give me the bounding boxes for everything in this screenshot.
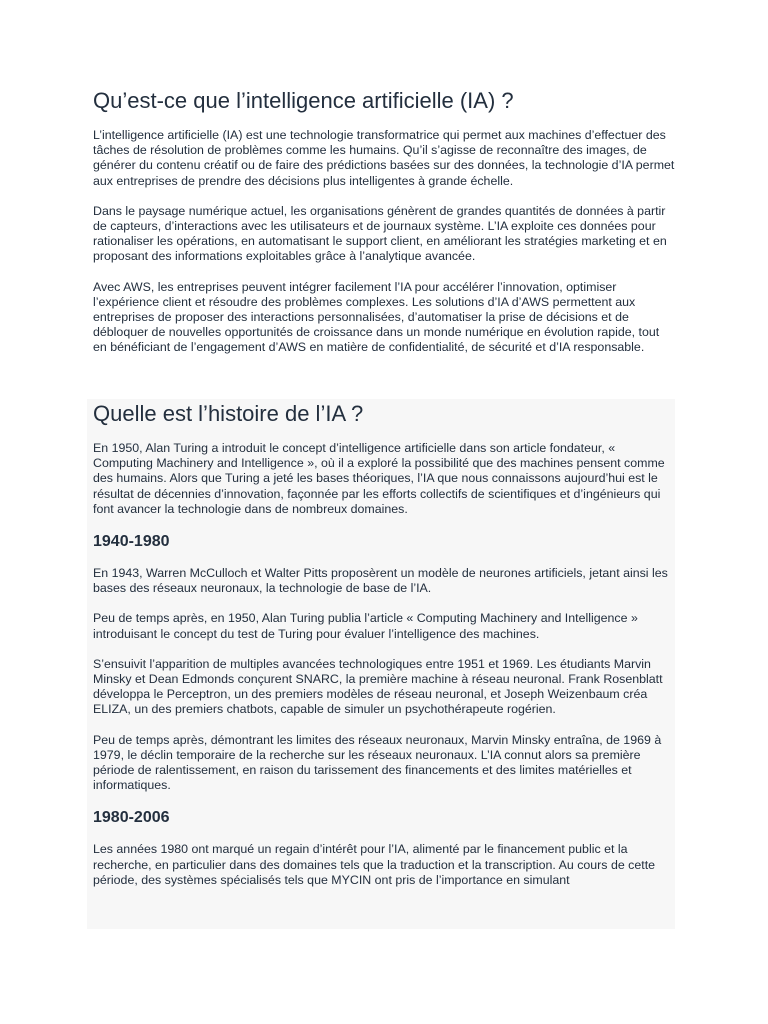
paragraph-1951-1969: S’ensuivit l’apparition de multiples avancées technologiques entre 1951 et 1969. Les étudiants Marvin Minsky et Dean Edmonds conçurent SNARC, la première machine à réseau neuronal. Frank Rosenblatt développa le Perceptron, un des premiers modèles de réseau neuronal, et Joseph Weizenbaum créa ELIZA, un des premiers chatbots, capable de simuler un psychothérapeute rogérien. — [93, 656, 663, 717]
paragraph-digital-landscape: Dans le paysage numérique actuel, les organisations génèrent de grandes quantités de données à partir de capteurs, d’interactions avec les utilisateurs et de journaux système. L’IA exploite ces données pour rationaliser les opérations, en automatisant le support client, en améliorant les stratégies marketing et en proposant des informations exploitables grâce à l’analytique avancée. — [93, 203, 667, 264]
paragraph-1969-1979: Peu de temps après, démontrant les limites des réseaux neuronaux, Marvin Minsky entraîna, de 1969 à 1979, le déclin temporaire de la recherche sur les réseaux neuronaux. L’IA connut alors sa première période de ralentissement, en raison du tarissement des financements et des limites matérielles et informatiques. — [93, 732, 662, 793]
period-heading-1940-1980: 1940-1980 — [93, 533, 170, 551]
paragraph-1943: En 1943, Warren McCulloch et Walter Pitts proposèrent un modèle de neurones artificiels, jetant ainsi les bases des réseaux neuronaux, la technologie de base de l’IA. — [93, 566, 668, 596]
period-heading-1980-2006: 1980-2006 — [93, 809, 170, 827]
paragraph-history-intro: En 1950, Alan Turing a introduit le concept d’intelligence artificielle dans son article fondateur, « Computing Machinery and Intelligence », où il a exploré la possibilité que des machines pensent comme des humains. Alors que Turing a jeté les bases théoriques, l’IA que nous connaissons aujourd’hui est le résultat de décennies d’innovation, façonnée par les efforts collectifs de scientifiques et d’ingénieurs qui font avancer la technologie dans de nombreux domaines. — [93, 441, 665, 516]
paragraph-definition: L’intelligence artificielle (IA) est une technologie transformatrice qui permet aux machines d’effectuer des tâches de résolution de problèmes comme les humains. Qu’il s’agisse de reconnaître des images, de générer du contenu créatif ou de faire des prédictions basées sur des données, la technologie d’IA permet aux entreprises de prendre des décisions plus intelligentes à grande échelle. — [93, 128, 675, 188]
section-what-is-ai — [93, 88, 675, 371]
paragraph-aws: Avec AWS, les entreprises peuvent intégrer facilement l’IA pour accélérer l’innovation, optimiser l’expérience client et résoudre des problèmes complexes. Les solutions d’IA d’AWS permettent aux entreprises de proposer des interactions personnalisées, d’automatiser la prise de décisions et de débloquer de nouvelles opportunités de croissance dans un monde numérique en évolution rapide, tout en bénéficiant de l’engagement d’AWS en matière de confidentialité, de sécurité et d’IA responsable. — [93, 279, 660, 355]
paragraph-1980s: Les années 1980 ont marqué un regain d’intérêt pour l’IA, alimenté par le financement public et la recherche, en particulier dans des domaines tels que la traduction et la transcription. Au cours de cette période, des systèmes spécialisés tels que MYCIN ont pris de l’importance en simulant — [93, 842, 656, 887]
section-history-of-ai — [87, 399, 675, 929]
paragraph-1950: Peu de temps après, en 1950, Alan Turing publia l’article « Computing Machinery and Intelligence » introduisant le concept du test de Turing pour évaluer l’intelligence des machines. — [93, 611, 638, 641]
section-title-what-is-ai: Qu’est-ce que l’intelligence artificielle (IA) ? — [93, 88, 514, 113]
section-title-history: Quelle est l’histoire de l’IA ? — [93, 401, 364, 426]
